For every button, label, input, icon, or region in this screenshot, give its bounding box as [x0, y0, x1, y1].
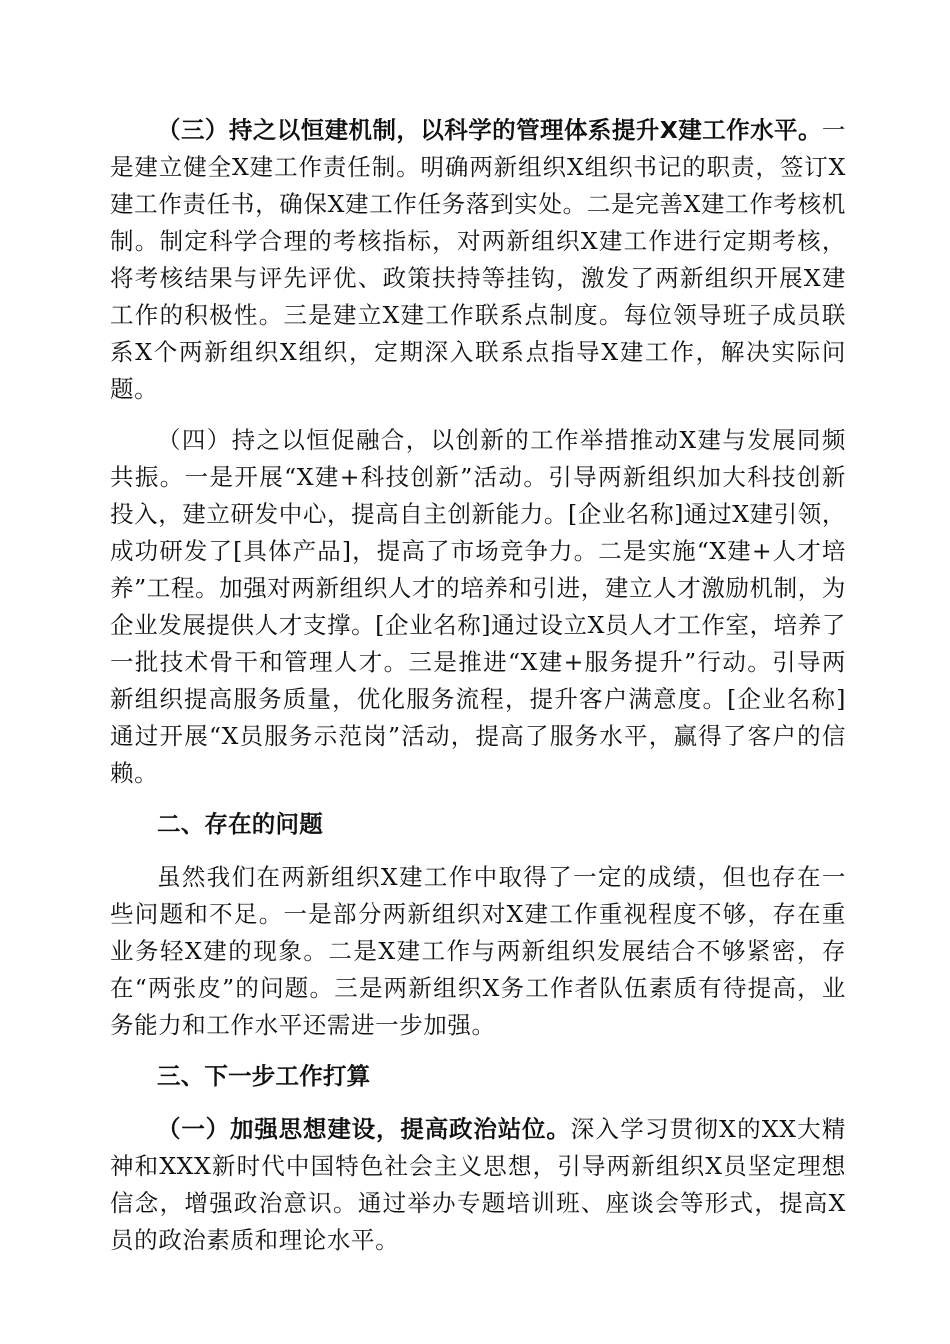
paragraph-lead: （一）加强思想建设，提高政治站位。 — [157, 1115, 571, 1143]
section-heading-problems: 二、存在的问题 — [157, 810, 323, 838]
document-page — [110, 112, 846, 1273]
paragraph-mechanism — [110, 112, 846, 408]
paragraph-body: （四）持之以恒促融合，以创新的工作举措推动X建与发展同频共振。一是开展“X建+科技创新”活动。引导两新组织加大科技创新投入，建立研发中心，提高自主创新能力。[企业名称]通过X建引领，成功研发了[具体产品]，提高了市场竞争力。二是实施“X建+人才培养”工程。加强对两新组织人才的培养和引进，建立人才激励机制，为企业发展提供人才支撑。[企业名称]通过设立X员人才工作室，培养了一批技术骨干和管理人才。三是推进“X建+服务提升”行动。引导两新组织提高服务质量，优化服务流程，提升客户满意度。[企业名称]通过开展“X员服务示范岗”活动，提高了服务水平，赢得了客户的信赖。 — [110, 426, 846, 787]
section-heading-next-steps: 三、下一步工作打算 — [157, 1062, 371, 1090]
paragraph-body: 深入学习贯彻X的XX大精神和XXX新时代中国特色社会主义思想，引导两新组织X员坚定理想信念，增强政治意识。通过举办专题培训班、座谈会等形式，提高X员的政治素质和理论水平。 — [110, 1115, 846, 1254]
paragraph-ideology — [110, 1111, 846, 1259]
paragraph-body: 一是建立健全X建工作责任制。明确两新组织X组织书记的职责，签订X建工作责任书，确保X建工作任务落到实处。二是完善X建工作考核机制。制定科学合理的考核指标，对两新组织X建工作进行定期考核，将考核结果与评先评优、政策扶持等挂钩，激发了两新组织开展X建工作的积极性。三是建立X建工作联系点制度。每位领导班子成员联系X个两新组织X组织，定期深入联系点指导X建工作，解决实际问题。 — [110, 116, 846, 403]
paragraph-integration — [110, 422, 846, 792]
paragraph-problems — [110, 859, 846, 1044]
paragraph-body: 虽然我们在两新组织X建工作中取得了一定的成绩，但也存在一些问题和不足。一是部分两新组织对X建工作重视程度不够，存在重业务轻X建的现象。二是X建工作与两新组织发展结合不够紧密，存在“两张皮”的问题。三是两新组织X务工作者队伍素质有待提高，业务能力和工作水平还需进一步加强。 — [110, 863, 846, 1039]
paragraph-lead: （三）持之以恒建机制，以科学的管理体系提升X建工作水平。 — [157, 116, 822, 144]
